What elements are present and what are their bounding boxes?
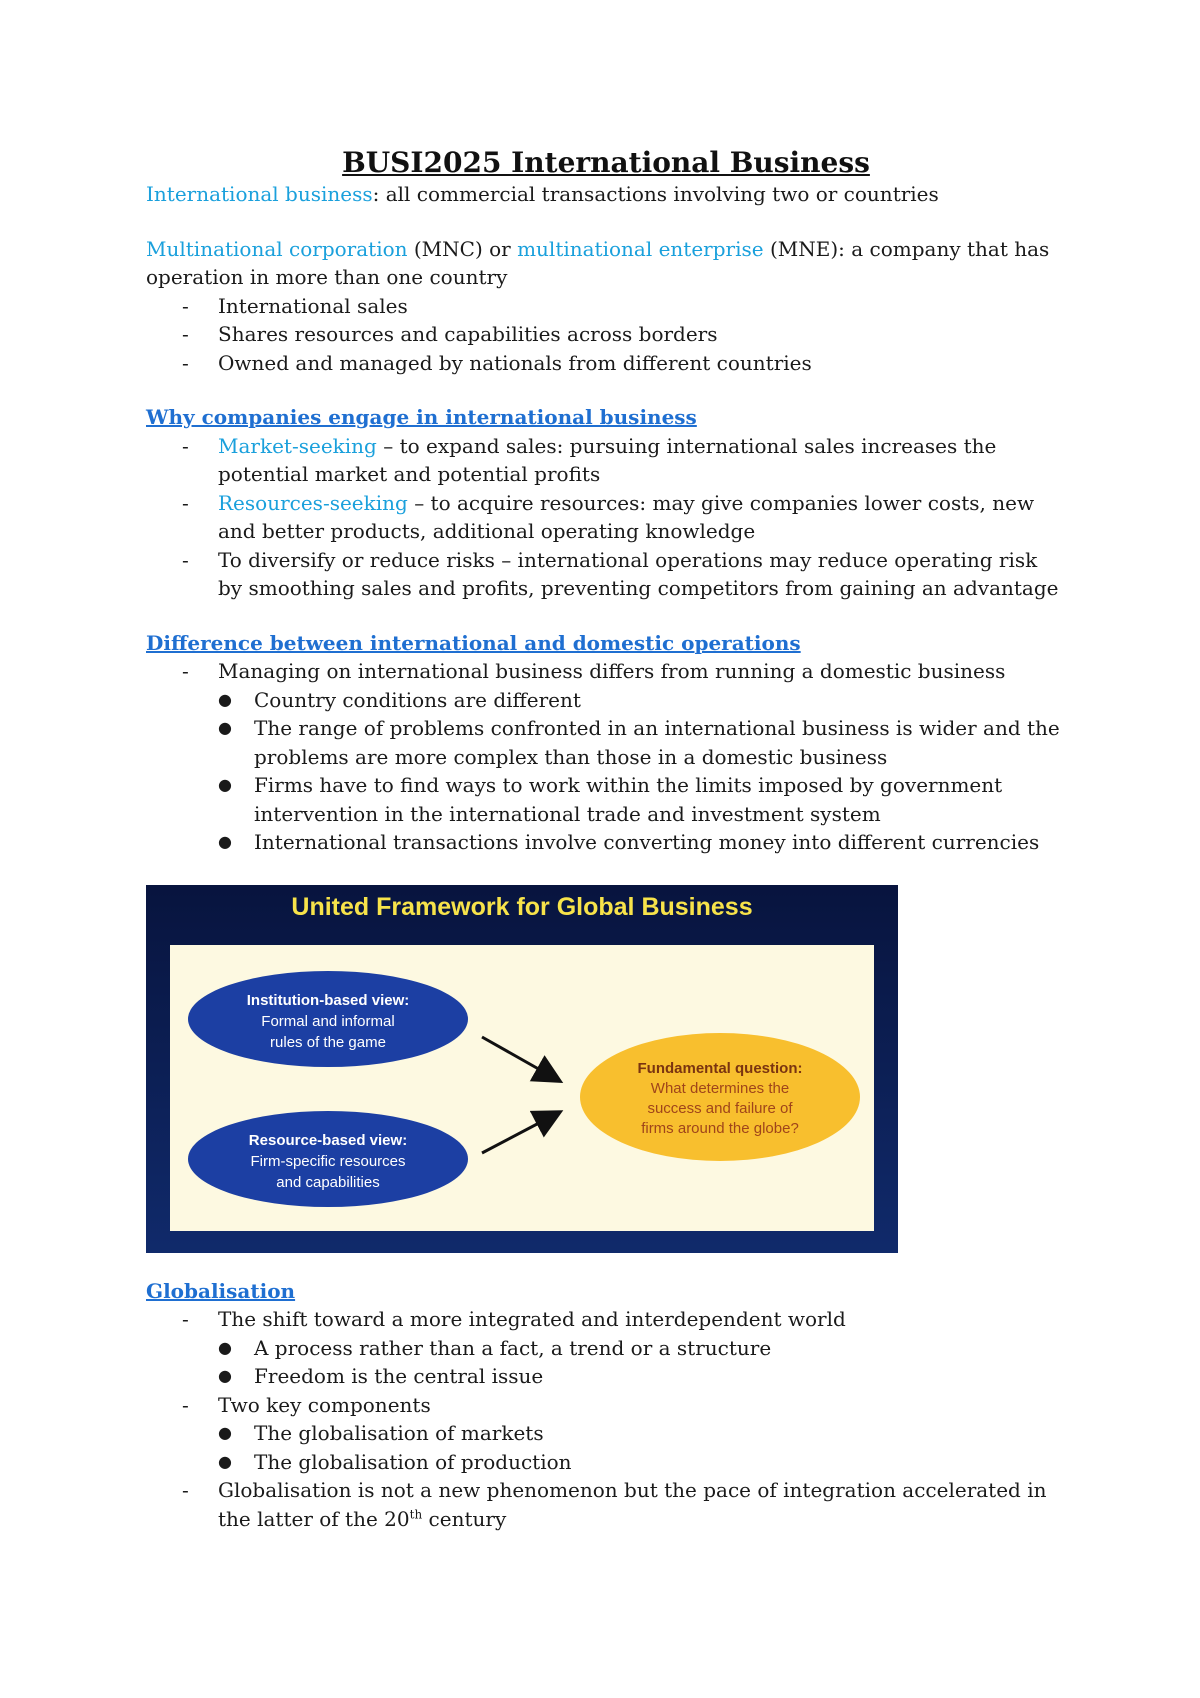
dash-marker: - <box>182 350 189 375</box>
list-item-text: The range of problems confronted in an international business is wider and the problems are more complex than those in a domestic business <box>254 716 1060 769</box>
question-line-2: success and failure of <box>647 1099 793 1117</box>
list-item <box>146 657 1066 686</box>
dash-marker: - <box>182 547 189 572</box>
list-item <box>146 1419 1066 1448</box>
mnc-definition: (MNE): a company that has operation in more than one country <box>146 236 1050 289</box>
list-item-text: Firms have to find ways to work within the limits imposed by government intervention in the international trade and investment system <box>254 773 1003 826</box>
why-list <box>146 432 1066 603</box>
bullet-marker: ● <box>218 1451 232 1471</box>
list-item <box>146 1391 1066 1420</box>
list-item-text: Managing on international business differs from running a domestic business <box>218 659 1006 683</box>
question-line-3: firms around the globe? <box>641 1119 799 1137</box>
list-item <box>146 1362 1066 1391</box>
list-item <box>146 1334 1066 1363</box>
list-item-text: The globalisation of markets <box>254 1421 544 1445</box>
institution-title: Institution-based view: <box>246 991 410 1009</box>
spacer <box>146 209 1066 235</box>
mne-term: multinational enterprise <box>517 236 764 261</box>
question-ellipse <box>580 1033 860 1161</box>
dash-marker: - <box>182 433 189 458</box>
question-title: Fundamental question: <box>637 1059 803 1077</box>
bullet-marker: ● <box>218 832 232 851</box>
list-item <box>146 686 1066 715</box>
institution-line-2: rules of the game <box>270 1033 386 1051</box>
framework-title: United Framework for Global Business <box>291 892 753 921</box>
list-item-text: Freedom is the central issue <box>254 1364 544 1388</box>
institution-line-1: Formal and informal <box>261 1012 395 1030</box>
list-item-text: – to acquire resources: may give companies lower costs, new and better products, additional operating knowledge <box>218 490 1035 543</box>
mnc-list <box>146 292 1066 378</box>
list-item <box>146 771 1066 828</box>
bullet-marker: ● <box>218 718 232 737</box>
dash-marker: - <box>182 293 189 318</box>
dash-marker: - <box>182 1478 189 1502</box>
bullet-marker: ● <box>218 689 232 709</box>
difference-heading[interactable]: Difference between international and domestic operations <box>146 630 801 655</box>
list-item <box>146 432 1066 489</box>
list-item <box>146 489 1066 546</box>
list-item <box>146 1476 1066 1533</box>
mnc-connector: (MNC) or <box>407 236 518 261</box>
dash-marker: - <box>182 1392 189 1417</box>
bullet-marker: ● <box>218 1366 232 1385</box>
list-item-text: A process rather than a fact, a trend or a structure <box>254 1335 772 1360</box>
framework-figure <box>146 885 898 1253</box>
list-item-text: Country conditions are different <box>254 687 581 712</box>
list-item-text: – to expand sales: pursuing international sales increases the potential market and potential profits <box>218 433 997 486</box>
list-item-text: Owned and managed by nationals from different countries <box>218 350 812 375</box>
resource-title: Resource-based view: <box>248 1131 408 1149</box>
dash-marker: - <box>182 1307 189 1331</box>
list-item-text: Globalisation is not a new phenomenon but the pace of integration accelerated in the latter of the 20 <box>218 1478 1047 1531</box>
list-item-text-end: century <box>422 1506 507 1531</box>
globalisation-heading[interactable]: Globalisation <box>146 1278 296 1303</box>
list-item-text: International transactions involve converting money into different currencies <box>254 830 1040 854</box>
mnc-paragraph <box>146 235 1066 292</box>
list-item <box>146 349 1066 378</box>
list-item <box>146 1305 1066 1334</box>
spacer <box>146 377 1066 403</box>
page-title: BUSI2025 International Business <box>342 146 870 179</box>
mnc-term: Multinational corporation <box>146 236 408 261</box>
list-item <box>146 292 1066 321</box>
dash-marker: - <box>182 659 189 683</box>
list-item-term: Market-seeking <box>218 433 377 458</box>
list-item <box>146 828 1066 857</box>
list-item <box>146 546 1066 603</box>
intro-paragraph <box>146 180 1066 209</box>
list-item-text: The shift toward a more integrated and interdependent world <box>218 1307 846 1331</box>
bullet-marker: ● <box>218 1337 232 1357</box>
bullet-marker: ● <box>218 1423 232 1442</box>
dash-marker: - <box>182 490 189 515</box>
list-item-text: Shares resources and capabilities across borders <box>218 322 718 346</box>
dash-marker: - <box>182 322 189 346</box>
difference-list <box>146 657 1066 857</box>
resource-line-2: and capabilities <box>276 1173 380 1191</box>
list-item-text: Two key components <box>218 1392 431 1417</box>
intro-definition: : all commercial transactions involving two or countries <box>372 182 939 206</box>
list-item <box>146 1448 1066 1477</box>
list-item-text: The globalisation of production <box>254 1449 572 1474</box>
intro-term: International business <box>146 182 373 206</box>
resource-line-1: Firm-specific resources <box>250 1152 406 1170</box>
list-item-text: To diversify or reduce risks – international operations may reduce operating risk by smoothing sales and profits, preventing competitors from gaining an advantage <box>218 547 1059 600</box>
document-content <box>146 146 1066 1533</box>
framework-diagram <box>146 885 898 1253</box>
list-item-term: Resources-seeking <box>218 490 408 515</box>
list-item <box>146 320 1066 349</box>
bullet-marker: ● <box>218 775 232 794</box>
list-item-text: International sales <box>218 293 408 318</box>
spacer <box>146 603 1066 629</box>
question-line-1: What determines the <box>650 1079 790 1097</box>
why-heading[interactable]: Why companies engage in international business <box>146 405 697 429</box>
superscript: th <box>409 1506 423 1521</box>
list-item <box>146 714 1066 771</box>
globalisation-list <box>146 1305 1066 1533</box>
